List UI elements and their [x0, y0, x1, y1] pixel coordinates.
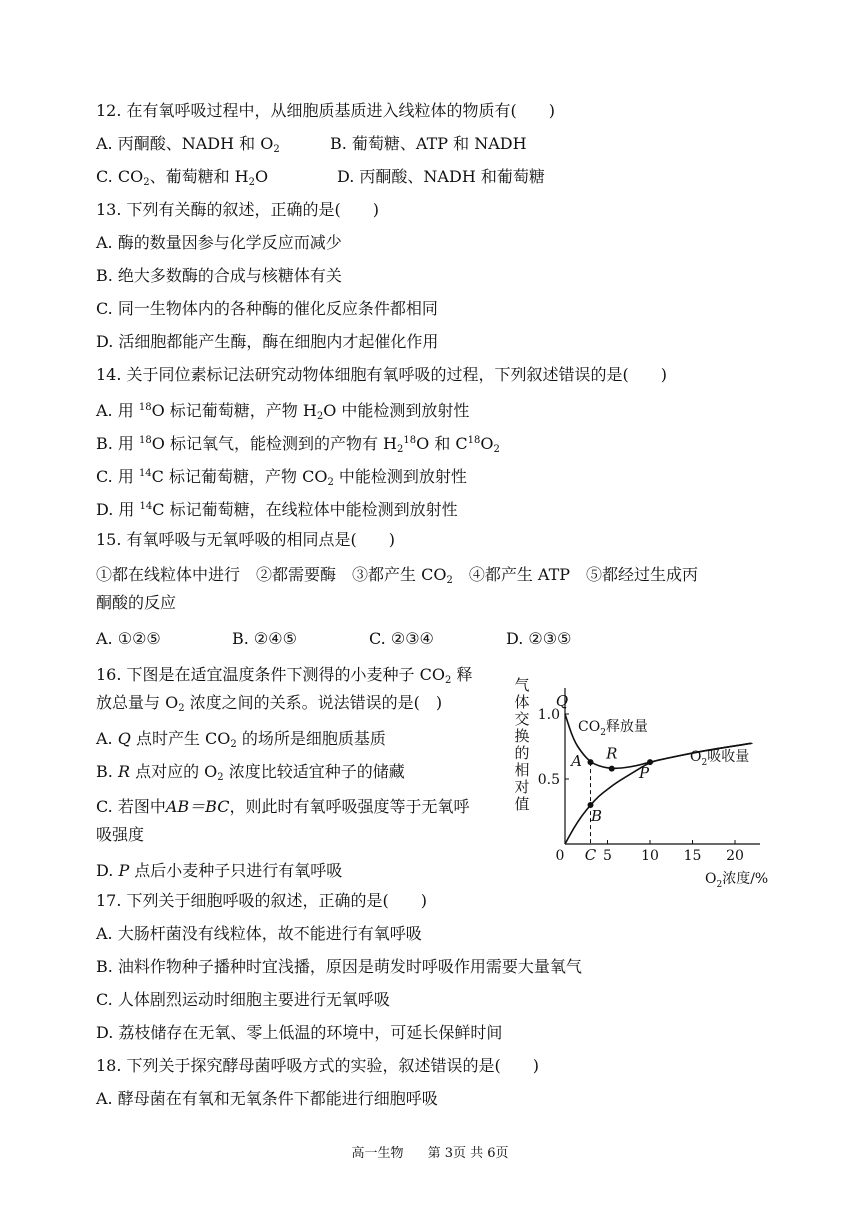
q12-option-d: D. 丙酮酸、NADH 和葡萄糖	[337, 167, 545, 186]
q17-option-c: C. 人体剧烈运动时细胞主要进行无氧呼吸	[96, 990, 390, 1009]
ylabel-char: 气	[514, 676, 530, 694]
ylabel-char: 体	[514, 693, 530, 711]
x-tick-label: 15	[683, 848, 702, 864]
point-A-dot	[588, 759, 594, 765]
q14-option-d: D. 用 $^{14}$C 标记葡萄糖，在线粒体中能检测到放射性	[96, 500, 458, 519]
q12-stem: 12. 在有氧呼吸过程中，从细胞质基质进入线粒体的物质有( )	[96, 101, 556, 120]
q13-option-c: C. 同一生物体内的各种酶的催化反应条件都相同	[96, 299, 438, 318]
x-tick-label: 5	[603, 848, 612, 864]
q15-statements-line1: ①都在线粒体中进行 ②都需要酶 ③都产生 $CO_2$ ④都产生 ATP ⑤都经过生成丙	[96, 565, 699, 586]
q16-option-d: D. P 点后小麦种子只进行有氧呼吸	[96, 861, 343, 880]
q14-option-c: C. 用 $^{14}$C 标记葡萄糖，产物 $CO_2$ 中能检测到放射性	[96, 467, 467, 488]
q18-stem: 18. 下列关于探究酵母菌呼吸方式的实验，叙述错误的是( )	[96, 1056, 540, 1075]
ylabel-char: 相	[514, 761, 530, 779]
chart-xlabel: $O_2$浓度/%	[705, 871, 769, 890]
q16-option-c-line2: 吸强度	[96, 825, 145, 844]
q15-stem: 15. 有氧呼吸与无氧呼吸的相同点是( )	[96, 530, 396, 549]
q14-stem: 14. 关于同位素标记法研究动物体细胞有氧呼吸的过程，下列叙述错误的是( )	[96, 365, 668, 384]
q12-option-a: A. 丙酮酸、NADH 和 $O_2$	[96, 134, 280, 155]
point-A-label: A	[571, 752, 582, 771]
q14-option-a: A. 用 $^{18}$O 标记葡萄糖，产物 $H_2O$ 中能检测到放射性	[96, 401, 470, 422]
ylabel-char: 对	[514, 778, 530, 796]
q13-option-d: D. 活细胞都能产生酶，酶在细胞内才起催化作用	[96, 332, 439, 351]
q17-option-a: A. 大肠杆菌没有线粒体，故不能进行有氧呼吸	[96, 924, 422, 943]
q15-option-c: C. ②③④	[369, 629, 434, 648]
q15-statements-line2: 酮酸的反应	[96, 593, 177, 612]
point-B-label: B	[590, 807, 603, 825]
q16-stem-line2: 放总量与 $O_2$ 浓度之间的关系。说法错误的是( )	[96, 693, 443, 714]
q14-option-b: B. 用 $^{18}$O 标记氧气，能检测到的产物有 $H_2^{18}O$ 和 $C^{18}O_2$	[96, 434, 500, 455]
y-tick-label: 1.0	[537, 707, 560, 723]
x-tick-label: 20	[726, 848, 744, 864]
q16-chart	[510, 668, 780, 890]
ylabel-char: 换	[514, 727, 530, 745]
ylabel-char: 交	[514, 710, 530, 728]
q16-option-a: A. Q 点时产生 $CO_2$ 的场所是细胞质基质	[96, 729, 386, 750]
o2-series-label: $O_2$吸收量	[690, 749, 750, 768]
q18-option-a: A. 酵母菌在有氧和无氧条件下都能进行细胞呼吸	[96, 1089, 438, 1108]
chart-origin-label: 0	[555, 848, 565, 864]
footer-page-number: 第 3页 共 6页	[427, 1146, 509, 1161]
co2-series-label: $CO_2$释放量	[578, 719, 648, 738]
ylabel-char: 值	[514, 795, 530, 813]
q17-option-d: D. 荔枝储存在无氧、零上低温的环境中，可延长保鲜时间	[96, 1023, 503, 1042]
q12-option-c: C. $CO_2$、葡萄糖和 $H_2O$	[96, 167, 269, 188]
ylabel-char: 的	[514, 744, 530, 762]
q17-stem: 17. 下列关于细胞呼吸的叙述，正确的是( )	[96, 891, 428, 910]
q15-option-b: B. ②④⑤	[232, 629, 297, 648]
q16-option-c: C. 若图中AB＝BC，则此时有氧呼吸强度等于无氧呼	[96, 797, 470, 816]
footer-subject: 高一生物	[351, 1146, 404, 1161]
q12-option-b: B. 葡萄糖、ATP 和 NADH	[330, 134, 527, 153]
point-C-label: C	[584, 846, 597, 864]
q17-option-b: B. 油料作物种子播种时宜浅播，原因是萌发时呼吸作用需要大量氧气	[96, 957, 582, 976]
q16-option-b: B. R 点对应的 $O_2$ 浓度比较适宜种子的储藏	[96, 762, 405, 783]
page-footer	[0, 1142, 860, 1161]
point-R-dot	[609, 766, 615, 772]
x-tick-label: 10	[641, 848, 659, 864]
q16-stem-line1: 16. 下图是在适宜温度条件下测得的小麦种子 $CO_2$ 释	[96, 665, 473, 686]
q15-option-d: D. ②③⑤	[506, 629, 572, 648]
chart-ylabel	[514, 676, 529, 813]
q15-option-a: A. ①②⑤	[96, 629, 161, 648]
point-R-label: R	[606, 744, 618, 763]
q13-stem: 13. 下列有关酶的叙述，正确的是( )	[96, 200, 380, 219]
y-tick-label: 0.5	[537, 772, 560, 788]
q13-option-b: B. 绝大多数酶的合成与核糖体有关	[96, 266, 342, 285]
point-P-label: P	[638, 764, 650, 783]
point-Q-label: Q	[555, 692, 569, 710]
q13-option-a: A. 酶的数量因参与化学反应而减少	[96, 233, 342, 252]
